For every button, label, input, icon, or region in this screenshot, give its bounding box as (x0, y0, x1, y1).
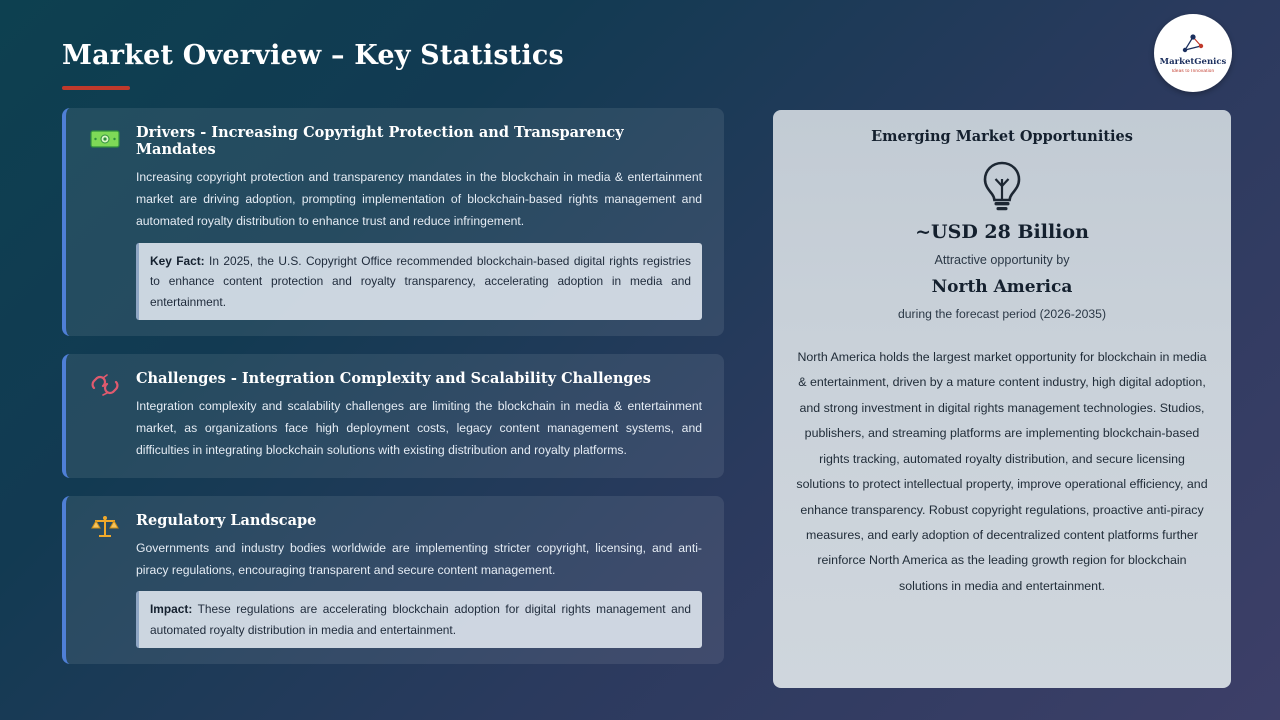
lightbulb-icon (793, 159, 1211, 213)
title-underline-accent (62, 86, 130, 90)
opportunity-region: North America (931, 277, 1073, 297)
callout-text: These regulations are accelerating blockchain adoption for digital rights management and automated royalty distribution in media and entertainment. (150, 602, 691, 637)
money-banknote-icon (88, 124, 122, 154)
card-title: Challenges - Integration Complexity and Scalability Challenges (136, 370, 651, 388)
drivers-challenges-column (62, 108, 724, 682)
network-nodes-icon (1180, 33, 1206, 55)
card-drivers (62, 108, 724, 336)
emerging-opportunities-panel (773, 110, 1231, 688)
card-text: Increasing copyright protection and transparency mandates in the blockchain in media & entertainment market are driving adoption, prompting implementation of blockchain-based rights management and automated royalty distribution to enhance trust and reduce infringement. (136, 170, 702, 229)
card-title: Regulatory Landscape (136, 511, 317, 529)
page-title: Market Overview – Key Statistics (62, 40, 564, 71)
balance-scales-icon (88, 512, 122, 542)
card-callout (136, 243, 702, 320)
card-callout (136, 591, 702, 648)
callout-label: Key Fact: (150, 253, 205, 268)
opportunity-value: ~USD 28 Billion (915, 221, 1089, 243)
card-text: Integration complexity and scalability challenges are limiting the blockchain in media & entertainment market, as organizations face high deployment costs, legacy content management systems, and difficulties in integrating blockchain solutions with existing distribution and royalty platforms. (136, 399, 702, 458)
opportunity-subtitle: Attractive opportunity by (934, 253, 1070, 267)
broken-chain-link-icon (88, 370, 122, 400)
opportunity-description: North America holds the largest market opportunity for blockchain in media & entertainment, driven by a mature content industry, high digital adoption, and strong investment in digital rights management technologies. Studios, publishers, and streaming platforms are implementing blockchain-based rights tracking, automated royalty distribution, and secure licensing solutions to protect intellectual property, improve operational efficiency, and enhance transparency. Robust copyright regulations, proactive anti-piracy measures, and early adoption of decentralized content platforms further reinforce North America as the leading growth region for blockchain solutions in media and entertainment. (796, 350, 1208, 593)
opportunity-period: during the forecast period (2026-2035) (898, 307, 1106, 321)
callout-text: In 2025, the U.S. Copyright Office recommended blockchain-based digital rights registries to enhance content protection and royalty transparency, accelerating adoption in media and entertainment. (150, 253, 691, 309)
panel-title: Emerging Market Opportunities (871, 128, 1133, 145)
logo-company-name: MarketGenics (1159, 57, 1227, 67)
callout-label: Impact: (150, 602, 193, 617)
company-logo (1154, 14, 1232, 92)
logo-tagline: Ideas to Innovation (1171, 68, 1215, 73)
card-challenges (62, 354, 724, 478)
card-regulatory-landscape (62, 496, 724, 664)
card-text: Governments and industry bodies worldwide are implementing stricter copyright, licensing, and anti-piracy regulations, encouraging transparent and secure content management. (136, 540, 702, 577)
card-title: Drivers - Increasing Copyright Protection and Transparency Mandates (136, 124, 624, 158)
